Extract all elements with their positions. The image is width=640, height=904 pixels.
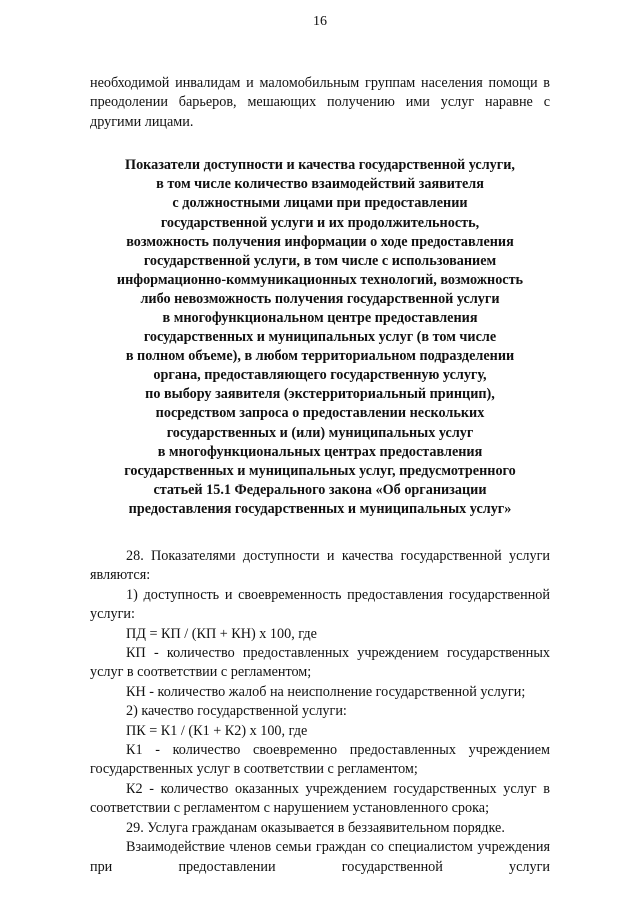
kn-definition: КН - количество жалоб на неисполнение государственной услуги; [126,683,526,700]
paragraph-28: 28. Показателями доступности и качества государственной услуги являются: [90,548,550,584]
heading-line: государственной услуги и их продолжительность, [160,214,480,231]
heading-line: по выбору заявителя (экстерриториальный принцип), [145,386,495,403]
heading-line: государственных и муниципальных услуг, предусмотренного [124,462,516,479]
intro-paragraph: необходимой инвалидам и маломобильным группам населения помощи в преодолении барьеров, мешающих получению ими услуг наравне с другими лицами. [90,75,550,130]
k2-definition: К2 - количество оказанных учреждением государственных услуг в соответствии с регламентом с нарушением установленного срока; [90,780,550,817]
item-1: 1) доступность и своевременность предоставления государственной услуги: [90,586,550,623]
heading-line: государственной услуги, в том числе с использованием [143,252,497,269]
heading-line: предоставления государственных и муниципальных услуг» [128,500,512,517]
heading-line: посредством запроса о предоставлении нескольких [155,405,485,422]
heading-line: Показатели доступности и качества государственной услуги, [125,157,515,174]
kp-definition: КП - количество предоставленных учреждением государственных услуг в соответствии с регламентом; [90,645,550,681]
heading-line: органа, предоставляющего государственную услугу, [153,367,487,384]
formula-pd: ПД = КП / (КП + КН) х 100, где [126,625,317,642]
heading-line: государственных и (или) муниципальных услуг [166,424,474,441]
k1-definition: К1 - количество своевременно предоставленных учреждением государственных услуг в соответствии с регламентом; [90,742,550,778]
heading-line: в полном объеме), в любом территориальном подразделении [125,348,515,365]
indicators-section [90,547,550,877]
section-heading [90,156,550,519]
heading-line: информационно-коммуникационных технологий, возможность [116,271,524,288]
paragraph-29: 29. Услуга гражданам оказывается в беззаявительном порядке. [126,819,505,836]
page-number: 16 [313,14,327,29]
heading-line: возможность получения информации о ходе предоставления [126,233,514,250]
heading-line: в многофункциональном центре предоставления [162,309,478,326]
heading-line: государственных и муниципальных услуг (в том числе [143,329,497,346]
interaction-paragraph: Взаимодействие членов семьи граждан со специалистом учреждения при предоставлении государственной услуги [90,839,550,875]
item-2: 2) качество государственной услуги: [126,703,347,720]
heading-line: в том числе количество взаимодействий заявителя [156,176,484,193]
heading-line: либо невозможность получения государственной услуги [140,290,500,307]
heading-line: в многофункциональных центрах предоставления [157,443,483,460]
document-body [90,74,550,877]
heading-line: статьей 15.1 Федерального закона «Об организации [153,481,487,498]
heading-line: с должностными лицами при предоставлении [172,195,468,212]
formula-pk: ПК = К1 / (К1 + К2) х 100, где [126,722,308,739]
